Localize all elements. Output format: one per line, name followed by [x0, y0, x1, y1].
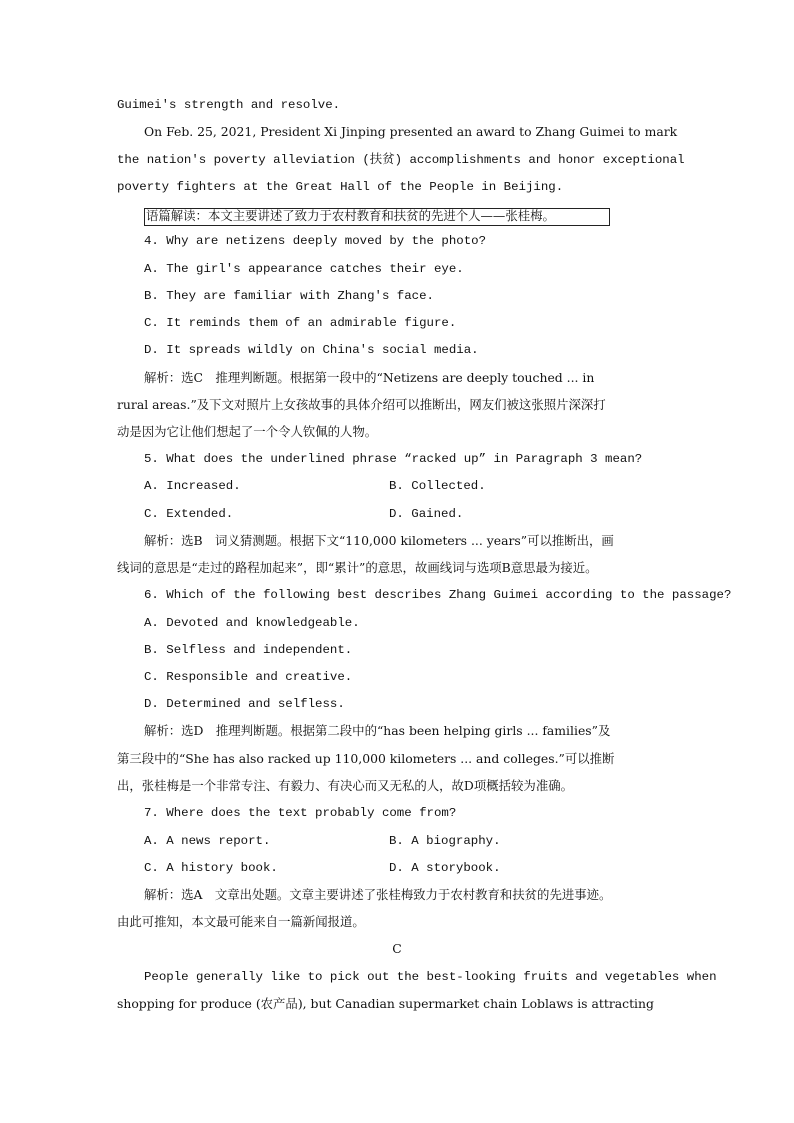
option-6d: D. Determined and selfless. — [144, 697, 345, 711]
option-5c: C. Extended. — [144, 507, 234, 521]
option-7a: A. A news report. — [144, 834, 271, 848]
analysis-5-line: 线词的意思是“走过的路程加起来”，即“累计”的意思，故画线词与选项B意思最为接近。 — [117, 560, 598, 575]
question-6: 6. Which of the following best describes Zhang Guimei according to the passage? — [144, 588, 732, 602]
analysis-5-line: 解析：选B 词义猜测题。根据下文“110,000 kilometers ... years”可以推断出，画 — [144, 533, 614, 548]
option-5a: A. Increased. — [144, 479, 241, 493]
option-4c: C. It reminds them of an admirable figure. — [144, 316, 457, 330]
passage-line: Guimei's strength and resolve. — [117, 98, 341, 112]
option-5b: B. Collected. — [389, 479, 486, 493]
option-7c: C. A history book. — [144, 861, 278, 875]
option-4b: B. They are familiar with Zhang's face. — [144, 289, 434, 303]
option-6b: B. Selfless and independent. — [144, 643, 353, 657]
passage-summary: 语篇解读：本文主要讲述了致力于农村教育和扶贫的先进个人——张桂梅。 — [146, 208, 555, 223]
option-4a: A. The girl's appearance catches their eye. — [144, 262, 464, 276]
passage-c-line: People generally like to pick out the best-looking fruits and vegetables when — [144, 970, 717, 984]
option-7b: B. A biography. — [389, 834, 501, 848]
passage-line: the nation's poverty alleviation (扶贫) accomplishments and honor exceptional — [117, 153, 685, 167]
question-7: 7. Where does the text probably come from? — [144, 806, 457, 820]
option-4d: D. It spreads wildly on China's social media. — [144, 343, 479, 357]
analysis-4-line: rural areas.”及下文对照片上女孩故事的具体介绍可以推断出，网友们被这张照片深深打 — [117, 397, 606, 412]
passage-line: On Feb. 25, 2021, President Xi Jinping presented an award to Zhang Guimei to mark — [144, 124, 678, 139]
question-5: 5. What does the underlined phrase “racked up” in Paragraph 3 mean? — [144, 452, 643, 466]
question-4: 4. Why are netizens deeply moved by the photo? — [144, 234, 487, 248]
analysis-6-line: 出，张桂梅是一个非常专注、有毅力、有决心而又无私的人，故D项概括较为准确。 — [117, 778, 573, 793]
option-6a: A. Devoted and knowledgeable. — [144, 616, 360, 630]
option-7d: D. A storybook. — [389, 861, 501, 875]
analysis-6-line: 第三段中的“She has also racked up 110,000 kilometers ... and colleges.”可以推断 — [117, 751, 615, 766]
option-6c: C. Responsible and creative. — [144, 670, 353, 684]
analysis-7-line: 解析：选A 文章出处题。文章主要讲述了张桂梅致力于农村教育和扶贫的先进事迹。 — [144, 887, 612, 902]
analysis-4-line: 解析：选C 推理判断题。根据第一段中的“Netizens are deeply touched ... in — [144, 370, 595, 385]
option-5d: D. Gained. — [389, 507, 464, 521]
analysis-6-line: 解析：选D 推理判断题。根据第二段中的“has been helping girls ... families”及 — [144, 723, 611, 738]
analysis-4-line: 动是因为它让他们想起了一个令人钦佩的人物。 — [117, 424, 378, 439]
analysis-7-line: 由此可推知，本文最可能来自一篇新闻报道。 — [117, 914, 365, 929]
section-heading: C — [392, 941, 402, 956]
passage-c-line: shopping for produce (农产品), but Canadian supermarket chain Loblaws is attracting — [117, 996, 654, 1011]
passage-line: poverty fighters at the Great Hall of the People in Beijing. — [117, 180, 564, 194]
